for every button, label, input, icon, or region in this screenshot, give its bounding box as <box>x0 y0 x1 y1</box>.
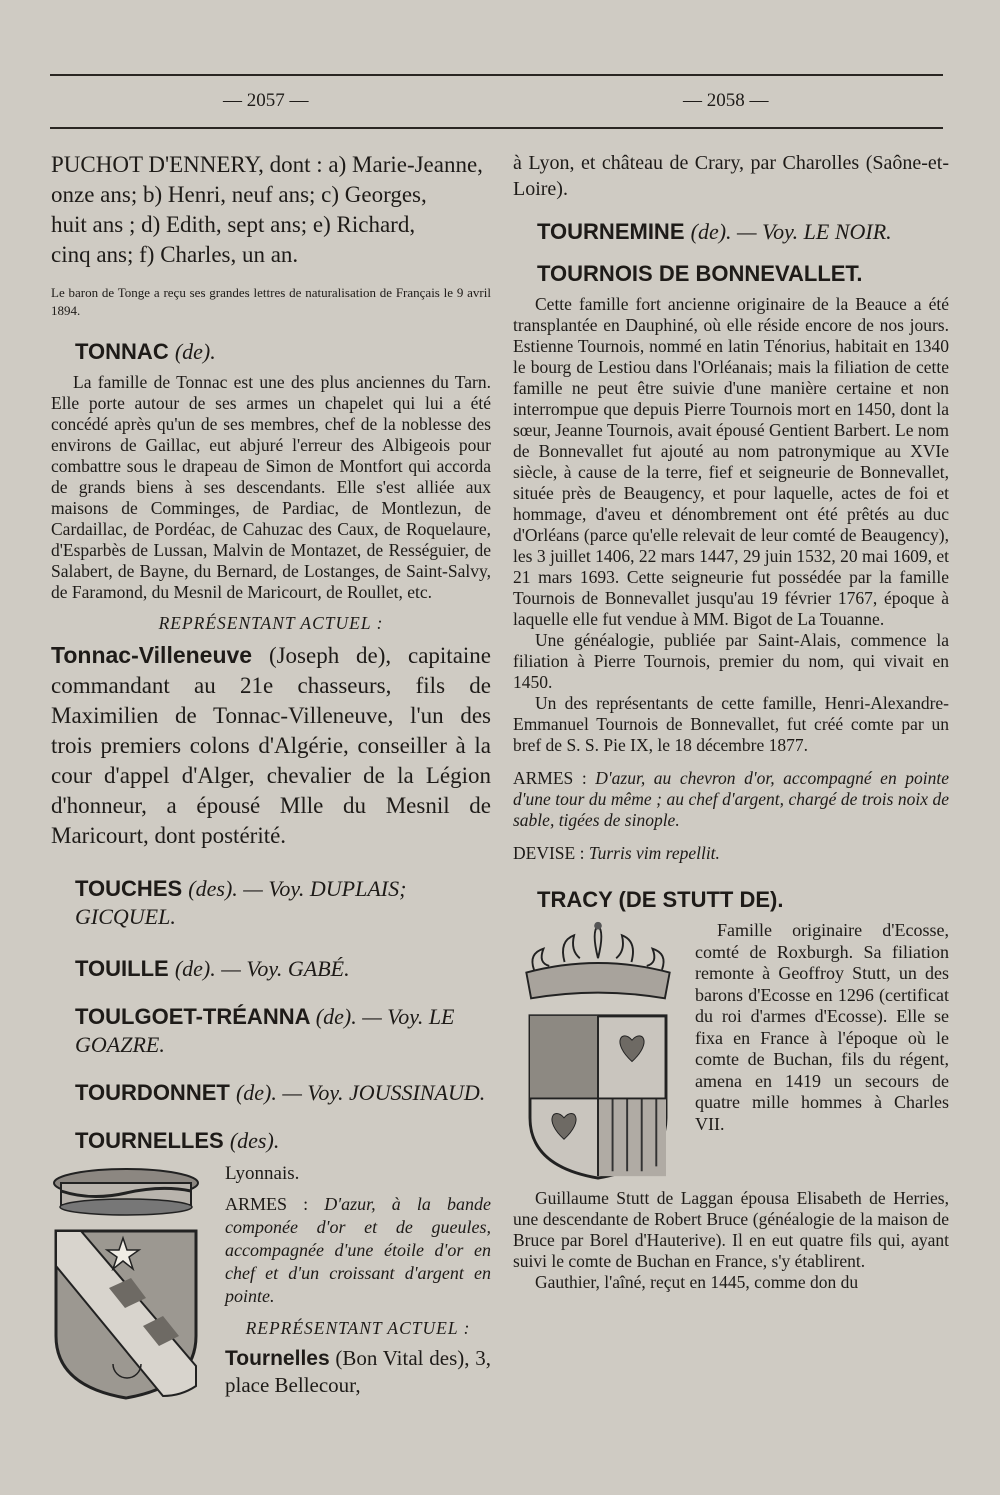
count-crown-icon <box>513 920 683 1006</box>
tonnac-title: TONNAC <box>75 339 169 364</box>
tournelles-text: (Bon Vital des), 3, place Bellecour, <box>225 1346 492 1397</box>
tournois-title: TOURNOIS DE BONNEVALLET. <box>537 261 863 286</box>
toulgoet-heading <box>75 1003 491 1059</box>
tourdonnet-rest: (de). — Voy. JOUSSINAUD. <box>235 1080 486 1105</box>
tournelles-representant <box>225 1345 491 1399</box>
tournelles-lyonnais: Lyonnais. <box>225 1163 300 1184</box>
devise-text: Turris vim repellit. <box>588 843 720 863</box>
tournois-devise <box>513 843 949 864</box>
tournemine-heading <box>537 218 949 246</box>
naturalisation-note: Le baron de Tonge a reçu ses grandes lettres de naturalisation de Français le 9 avril 1894. <box>51 285 491 318</box>
tourdonnet-heading <box>75 1079 491 1107</box>
touches-rest: (des). — Voy. DUPLAIS; GICQUEL. <box>75 876 407 929</box>
tournemine-rest: (de). — Voy. LE NOIR. <box>690 219 892 244</box>
left-page-number: — 2057 — <box>223 90 309 111</box>
tracy-p3: Gauthier, l'aîné, reçut en 1445, comme don du <box>535 1272 859 1292</box>
tournelles-title: TOURNELLES <box>75 1128 224 1153</box>
puchot-line: cinq ans; f) Charles, un an. <box>51 242 299 267</box>
tournelles-armes <box>225 1193 491 1308</box>
touches-heading <box>75 875 491 931</box>
header-rule <box>50 127 943 129</box>
puchot-entry <box>51 150 491 270</box>
right-page-number: — 2058 — <box>683 90 769 111</box>
tracy-shield-icon <box>523 1011 673 1181</box>
tracy-p2: Guillaume Stutt de Laggan épousa Elisabeth de Herries, une descendante de Robert Bruce (généalogie de la maison de Bruce par Borel d'Hauterive). Il en eut quatre fils qui, ayant suivi le comte de Buchan en France, s'y établirent. <box>513 1188 949 1271</box>
baron-crown-icon <box>51 1161 201 1221</box>
tonnac-heading <box>75 338 491 366</box>
tournelles-heading <box>75 1127 491 1155</box>
touille-heading <box>75 955 491 983</box>
tonnac-particle: (de). <box>174 339 216 364</box>
tourdonnet-title: TOURDONNET <box>75 1080 230 1105</box>
armes-label: ARMES : <box>225 1194 309 1214</box>
tracy-title: TRACY (DE STUTT DE). <box>537 887 784 912</box>
touches-title: TOUCHES <box>75 876 183 901</box>
tracy-p1: Famille originaire d'Ecosse, comté de Roxburgh. Sa filiation remonte à Geoffroy Stutt, un des barons d'Ecosse en 1296 (certificat du roi d'armes d'Ecosse). Elle se fixa en France à l'époque où le comte de Buchan, fils du régent, amena en 1419 un secours de quatre mille hommes à Charles VII. <box>695 920 949 1134</box>
devise-label: DEVISE : <box>513 843 585 863</box>
tournelles-name: Tournelles <box>225 1347 330 1370</box>
tournelles-particle: (des). <box>229 1128 280 1153</box>
right-column <box>513 150 949 1293</box>
puchot-line: PUCHOT D'ENNERY, dont : a) Marie-Jeanne, <box>51 152 483 177</box>
tracy-block <box>513 920 949 1186</box>
tournelles-armes-text: D'azur, à la bande componée d'or et de gueules, accompagnée d'une étoile d'or en chef et d'un croissant d'argent en pointe. <box>225 1194 491 1306</box>
puchot-line: huit ans ; d) Edith, sept ans; e) Richard, <box>51 212 416 237</box>
tonnac-villeneuve-entry <box>51 640 491 851</box>
tournois-heading <box>537 260 949 288</box>
toulgoet-rest: (de). — Voy. LE GOAZRE. <box>75 1004 455 1057</box>
tournemine-title: TOURNEMINE <box>537 219 685 244</box>
crary-intro: à Lyon, et château de Crary, par Charolles (Saône-et-Loire). <box>513 152 949 200</box>
tonnac-text: La famille de Tonnac est une des plus anciennes du Tarn. Elle porte autour de ses armes un chapelet qui lui a été concédé après qu'un de ses membres, chef de la noblesse des environs de Gaillac, eut abjuré l'erreur des Albigeois pour combattre sous le drapeau de Simon de Montfort qui accorda de grands biens à ses descendants. Elle s'est alliée aux maisons de Comminges, de Pardiac, de Montlezun, de Cardaillac, de Pordéac, de Cahuzac des Caux, de Roquelaure, d'Esparbès de Lussan, Malvin de Montazet, de Rességuier, de Salabert, de Bayne, du Bernard, de Lostanges, de Saint-Salvy, de Faramond, du Mesnil de Maricourt, de Roullet, etc. <box>51 372 491 602</box>
tracy-heading <box>537 886 949 914</box>
tournois-p2: Une généalogie, publiée par Saint-Alais, commence la filiation à Pierre Tournois, premier du nom, qui vivait en 1450. <box>513 630 949 692</box>
tracy-arms <box>513 920 683 1186</box>
puchot-line: onze ans; b) Henri, neuf ans; c) Georges, <box>51 182 427 207</box>
touille-rest: (de). — Voy. GABÉ. <box>174 956 350 981</box>
tournelles-text-block <box>225 1161 491 1406</box>
tournelles-arms <box>51 1161 211 1406</box>
toulgoet-title: TOULGOET-TRÉANNA <box>75 1004 310 1029</box>
armes-label: ARMES : <box>513 768 587 788</box>
tournois-p3: Un des représentants de cette famille, Henri-Alexandre-Emmanuel Tournois de Bonnevallet, fut créé comte par un bref de S. S. Pie IX, le 18 décembre 1877. <box>513 693 949 755</box>
tournelles-representant-label: REPRÉSENTANT ACTUEL : <box>245 1318 471 1338</box>
tournelles-block <box>51 1161 491 1406</box>
tonnac-villeneuve-text: (Joseph de), capitaine commandant au 21e chasseurs, fils de Maximilien de Tonnac-Villeneuve, l'un des trois premiers colons d'Algérie, conseiller à la cour d'appel d'Alger, chevalier de la Légion d'honneur, a épousé Mlle du Mesnil de Maricourt, dont postérité. <box>51 643 491 848</box>
left-column <box>51 150 491 1406</box>
tracy-text-block <box>695 920 949 1186</box>
tonnac-villeneuve-name: Tonnac-Villeneuve <box>51 642 253 668</box>
top-rule <box>50 74 943 76</box>
tournelles-shield-icon <box>51 1226 201 1401</box>
tournois-p1: Cette famille fort ancienne originaire de la Beauce a été transplantée en Dauphiné, où elle réside encore de nos jours. Estienne Tournois, nommé en latin Ténorius, habitait en 1340 le bourg de Lestiou dans l'Orléanais; mais la filiation de cette famille ne peut être suivie d'une manière certaine et non interrompue que depuis Pierre Tournois mort en 1450, dont la sœur, Jeanne Tournois, avait épousé Gentient Barbert. Le nom de Bonnevallet fut ajouté au nom patronymique au XVIe siècle, à cause de la terre, fief et seigneurie de Bonnevallet, située près de Beaugency, et pour laquelle, actes de foi et hommage, d'aveu et dénombrement ont été prêtés au duc d'Orléans (parce qu'elle relevait de leur comté de Beaugency), les 3 juillet 1406, 22 mars 1447, 29 juin 1532, 20 mai 1609, et 21 mars 1693. Cette seigneurie fut possédée par la famille Tournois de Bonnevallet jusqu'au 19 février 1767, époque à laquelle elle fut vendue à MM. Bigot de La Touanne. <box>513 294 950 629</box>
tournois-armes <box>513 768 949 831</box>
touille-title: TOUILLE <box>75 956 169 981</box>
tournois-armes-text: D'azur, au chevron d'or, accompagné en pointe d'une tour du même ; au chef d'argent, chargé de trois noix de sable, tigées de sinople. <box>513 768 949 830</box>
representant-label: REPRÉSENTANT ACTUEL : <box>158 613 384 633</box>
